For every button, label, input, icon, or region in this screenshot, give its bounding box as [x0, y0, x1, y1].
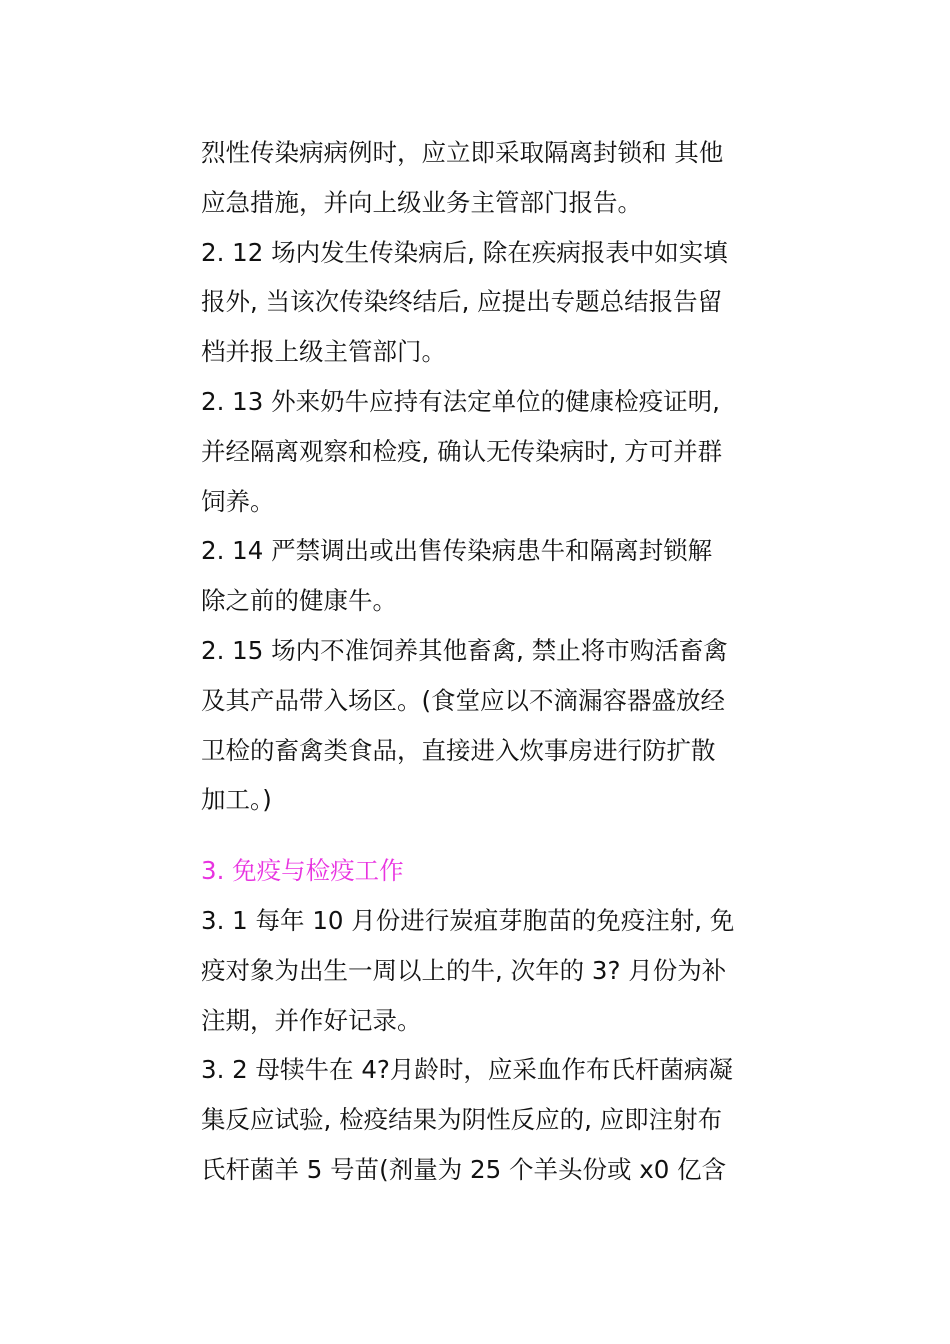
text-line: 2. 15 场内不准饲养其他畜禽, 禁止将市购活畜禽: [201, 635, 728, 665]
paragraph-block-2: [201, 896, 761, 1195]
text-line: 疫对象为出生一周以上的牛, 次年的 3? 月份为补: [201, 955, 727, 985]
text-line: 2. 14 严禁调出或出售传染病患牛和隔离封锁解: [201, 536, 713, 566]
text-line: 报外, 当该次传染终结后, 应提出专题总结报告留: [201, 287, 723, 317]
text-line: 除之前的健康牛。: [201, 586, 397, 616]
text-line: 卫检的畜禽类食品，直接进入炊事房进行防扩散: [201, 735, 716, 765]
section-heading: 3. 免疫与检疫工作: [201, 856, 404, 886]
text-line: 3. 1 每年 10 月份进行炭疽芽胞苗的免疫注射, 免: [201, 905, 735, 935]
text-line: 烈性传染病病例时，应立即采取隔离封锁和 其他: [201, 138, 724, 167]
text-line: 集反应试验, 检疫结果为阴性反应的, 应即注射布: [201, 1105, 723, 1135]
text-line: 加工。): [201, 785, 272, 815]
text-line: 氏杆菌羊 5 号苗(剂量为 25 个羊头份或 x0 亿含: [201, 1154, 727, 1184]
text-line: 并经隔离观察和检疫, 确认无传染病时, 方可并群: [201, 436, 723, 466]
text-line: 饲养。: [201, 486, 275, 516]
text-line: 2. 13 外来奶牛应持有法定单位的健康检疫证明,: [201, 386, 720, 416]
paragraph-block-1: [201, 128, 761, 825]
text-line: 及其产品带入场区。(食堂应以不滴漏容器盛放经: [201, 685, 726, 715]
text-line: 应急措施，并向上级业务主管部门报告。: [201, 187, 642, 217]
text-line: 注期，并作好记录。: [201, 1005, 422, 1035]
document-page: [201, 128, 761, 1195]
text-line: 档并报上级主管部门。: [201, 337, 446, 367]
text-line: 3. 2 母犊牛在 4?月龄时，应采血作布氏杆菌病凝: [201, 1055, 733, 1085]
text-line: 2. 12 场内发生传染病后, 除在疾病报表中如实填: [201, 237, 728, 267]
